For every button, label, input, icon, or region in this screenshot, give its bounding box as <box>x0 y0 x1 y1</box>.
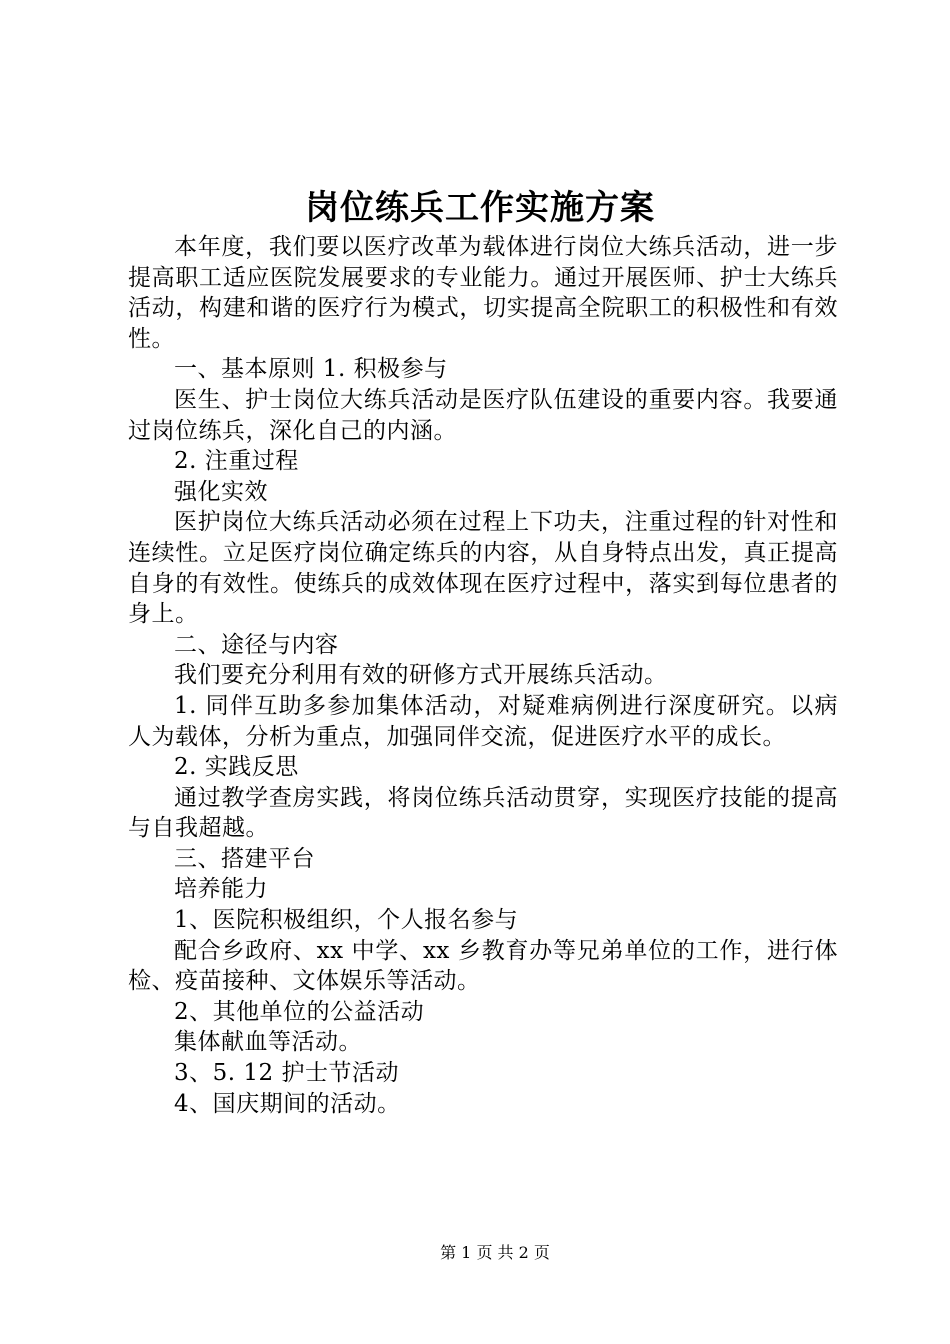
paragraph-intro: 本年度，我们要以医疗改革为载体进行岗位大练兵活动，进一步提高职工适应医院发展要求的专业能力。通过开展医师、护士大练兵活动，构建和谐的医疗行为模式，切实提高全院职工的积极性和有效性。 <box>128 234 838 352</box>
heading-hospital-organize: 1、医院积极组织，个人报名参与 <box>174 907 519 934</box>
heading-national-day: 4、国庆期间的活动。 <box>174 1090 401 1117</box>
heading-focus-process: 2. 注重过程 <box>174 448 299 475</box>
document-body <box>128 232 838 1119</box>
page-footer: 第 1 页 共 2 页 <box>440 1243 550 1262</box>
heading-approach-content: 二、途径与内容 <box>174 631 339 658</box>
paragraph-principle-2: 医护岗位大练兵活动必须在过程上下功夫，注重过程的针对性和连续性。立足医疗岗位确定练兵的内容，从自身特点出发，真正提高自身的有效性。使练兵的成效体现在医疗过程中，落实到每位患者的身上。 <box>128 509 838 628</box>
paragraph-practice: 通过教学查房实践，将岗位练兵活动贯穿，实现医疗技能的提高与自我超越。 <box>128 784 838 842</box>
heading-build-platform: 三、搭建平台 <box>174 845 315 872</box>
heading-public-welfare: 2、其他单位的公益活动 <box>174 998 425 1025</box>
heading-cultivate-ability: 培养能力 <box>174 876 268 903</box>
paragraph-cooperation: 配合乡政府、xx 中学、xx 乡教育办等兄弟单位的工作，进行体检、疫苗接种、文体娱乐等活动。 <box>128 937 838 995</box>
heading-nurses-day: 3、5. 12 护士节活动 <box>174 1060 399 1087</box>
paragraph-principle-1: 医生、护士岗位大练兵活动是医疗队伍建设的重要内容。我要通过岗位练兵，深化自己的内涵。 <box>128 386 838 444</box>
paragraph-blood-donation: 集体献血等活动。 <box>174 1029 362 1056</box>
paragraph-approach: 我们要充分利用有效的研修方式开展练兵活动。 <box>174 662 668 689</box>
paragraph-peer-support: 1. 同伴互助多参加集体活动，对疑难病例进行深度研究。以病人为载体，分析为重点，加强同伴交流，促进医疗水平的成长。 <box>128 692 838 750</box>
heading-strengthen-effect: 强化实效 <box>174 478 268 505</box>
document-title: 岗位练兵工作实施方案 <box>305 188 655 228</box>
heading-practice-reflection: 2. 实践反思 <box>174 754 299 781</box>
heading-basic-principles: 一、基本原则 1. 积极参与 <box>174 356 448 383</box>
